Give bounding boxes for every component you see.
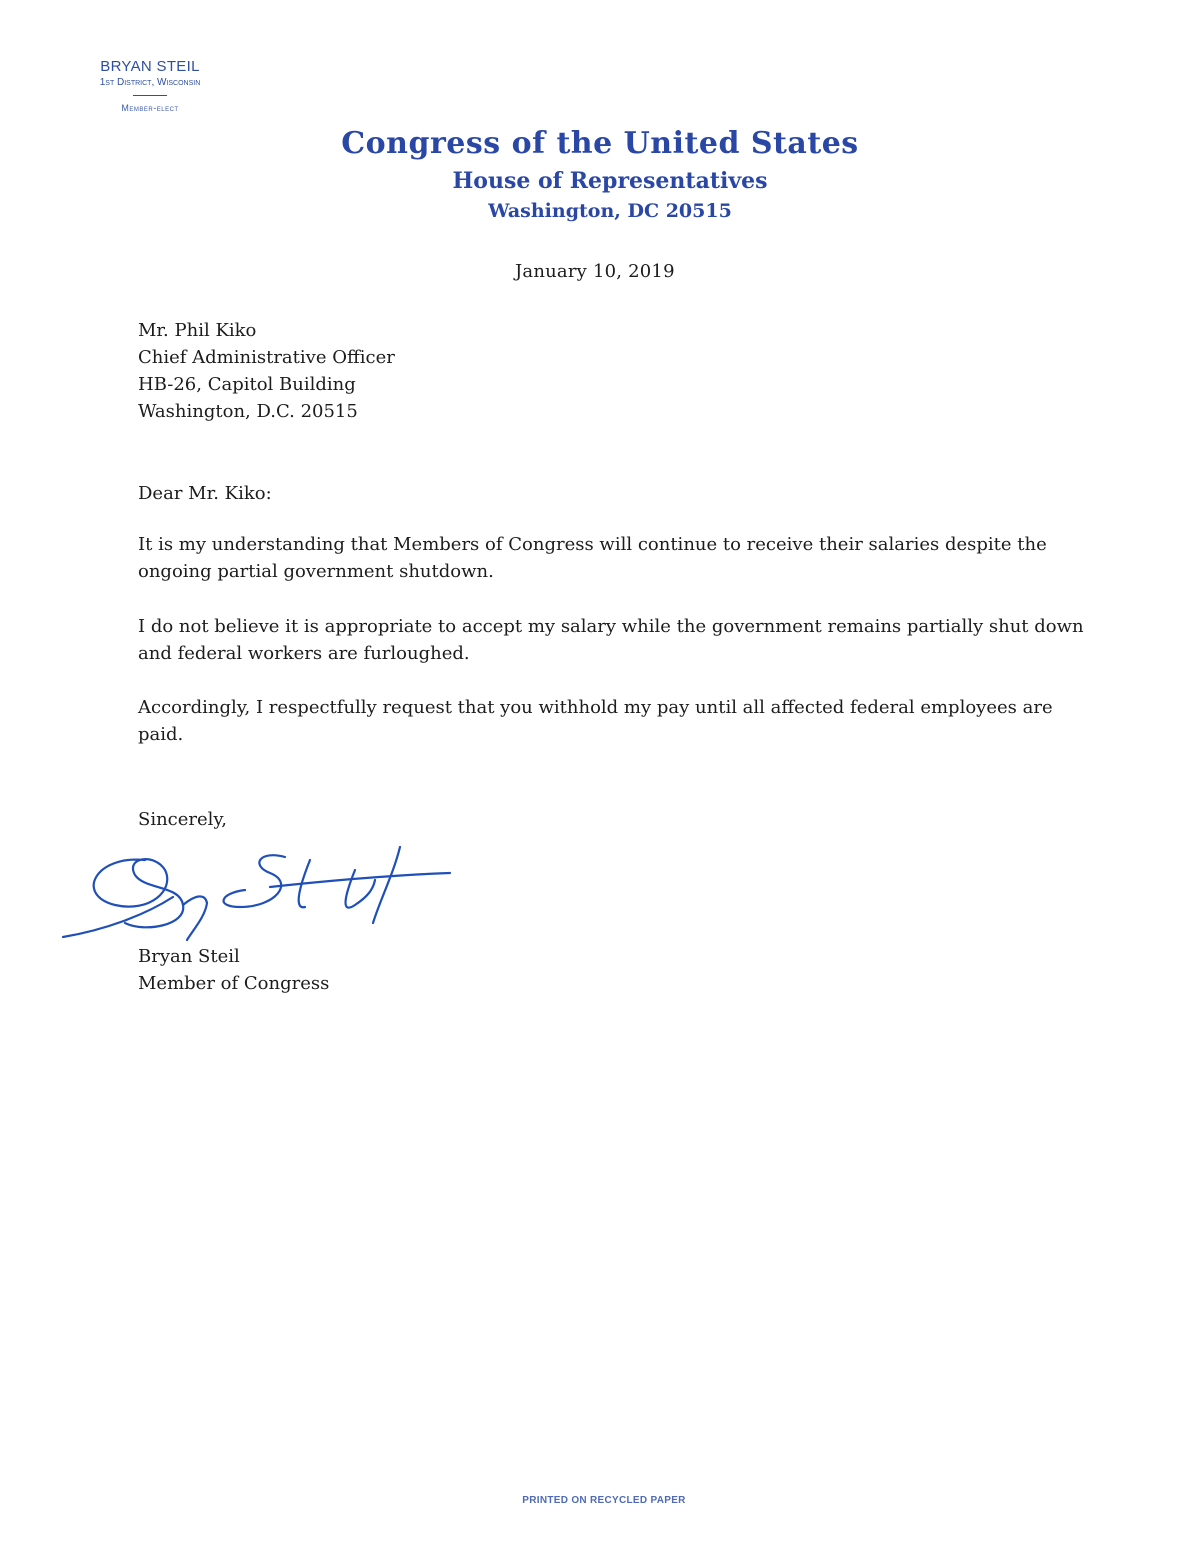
recycled-paper-footer: PRINTED ON RECYCLED PAPER bbox=[522, 1495, 686, 1506]
recipient-office: HB-26, Capitol Building bbox=[138, 374, 356, 395]
signer-title: Member of Congress bbox=[138, 973, 330, 994]
letterhead-house: House of Representatives bbox=[452, 168, 768, 194]
member-block bbox=[60, 58, 240, 113]
letterhead bbox=[300, 122, 900, 226]
paragraph-2: I do not believe it is appropriate to accept my salary while the government remains partially shut down and federal workers are furloughed. bbox=[138, 616, 1084, 664]
salutation: Dear Mr. Kiko: bbox=[138, 483, 272, 504]
signer-name: Bryan Steil bbox=[138, 946, 240, 967]
closing: Sincerely, bbox=[138, 809, 227, 830]
member-status: Member-elect bbox=[121, 103, 179, 113]
member-name: BRYAN STEIL bbox=[100, 58, 200, 75]
recipient-city: Washington, D.C. 20515 bbox=[138, 401, 358, 422]
paragraph-1: It is my understanding that Members of Congress will continue to receive their salaries despite the ongoing partial government shutdown. bbox=[138, 534, 1047, 582]
letterhead-city: Washington, DC 20515 bbox=[488, 200, 732, 222]
paragraph-3: Accordingly, I respectfully request that you withhold my pay until all affected federal employees are paid. bbox=[138, 697, 1053, 745]
letter-date: January 10, 2019 bbox=[515, 261, 675, 282]
signer-block bbox=[138, 943, 1098, 997]
handwritten-signature bbox=[55, 835, 455, 950]
letterhead-congress: Congress of the United States bbox=[341, 126, 859, 161]
member-district: 1st District, Wisconsin bbox=[99, 77, 201, 88]
recipient-address bbox=[138, 317, 1098, 425]
member-divider bbox=[133, 95, 167, 96]
recipient-name: Mr. Phil Kiko bbox=[138, 320, 257, 341]
recipient-title: Chief Administrative Officer bbox=[138, 347, 395, 368]
